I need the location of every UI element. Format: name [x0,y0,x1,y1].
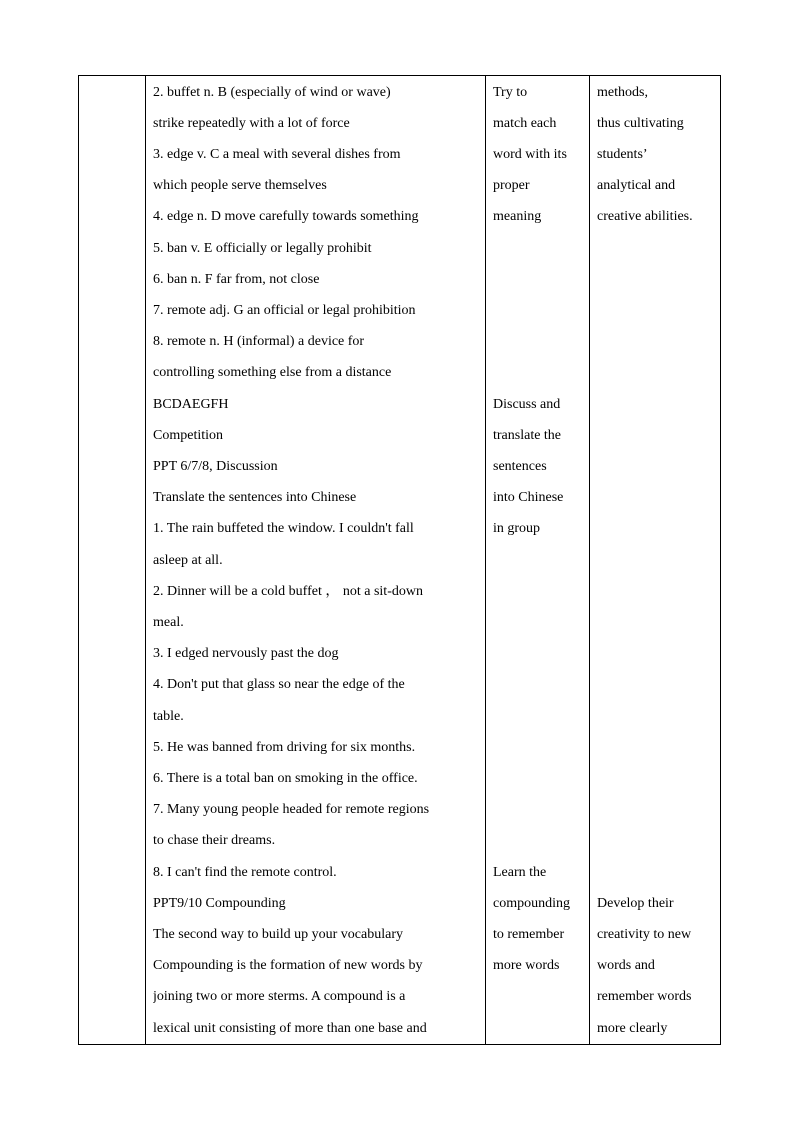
table-row [79,76,721,1045]
method-line: 1. The rain buffeted the window. I couldn't fall [153,521,414,536]
activity-line: in group [493,521,541,536]
activity-line: Try to [493,85,528,100]
method-line: 5. ban v. E officially or legally prohibit [153,241,372,256]
method-line: The second way to build up your vocabulary [153,927,403,942]
method-line: PPT 6/7/8, Discussion [153,459,278,474]
method-line: 7. remote adj. G an official or legal prohibition [153,303,416,318]
answer-key: BCDAEGFH [153,397,229,412]
activity-line: more words [493,958,560,973]
activity-line: into Chinese [493,490,564,505]
method-line: 4. Don't put that glass so near the edge of the [153,677,405,692]
method-line: controlling something else from a distance [153,365,392,380]
activity-line: match each [493,116,557,131]
method-line: 7. Many young people headed for remote regions [153,802,430,817]
purpose-line: words and [597,958,655,973]
purpose-line: more clearly [597,1021,668,1036]
purpose-line: Develop their [597,896,674,911]
purpose-line: analytical and [597,178,676,193]
method-line: 2. buffet n. B (especially of wind or wave) [153,85,391,100]
method-line: 6. There is a total ban on smoking in the office. [153,771,418,786]
method-line: 8. remote n. H (informal) a device for [153,334,365,349]
activity-line: word with its [493,147,567,162]
method-line: 4. edge n. D move carefully towards something [153,209,419,224]
method-line: Competition [153,428,223,443]
method-line: table. [153,709,184,724]
method-line: strike repeatedly with a lot of force [153,116,350,131]
purpose-line: remember words [597,989,692,1004]
method-line: joining two or more sterms. A compound is a [153,989,406,1004]
student-activity-cell [486,76,590,1045]
method-line: Translate the sentences into Chinese [153,490,357,505]
method-line: meal. [153,615,184,630]
method-line: 8. I can't find the remote control. [153,865,337,880]
method-line: asleep at all. [153,553,223,568]
activity-line: Learn the [493,865,547,880]
activity-line: sentences [493,459,547,474]
purpose-line: creative abilities. [597,209,693,224]
activity-line: compounding [493,896,570,911]
method-line: 3. edge v. C a meal with several dishes from [153,147,401,162]
activity-line: Discuss and [493,397,561,412]
activity-line: meaning [493,209,542,224]
activity-line: translate the [493,428,562,443]
purpose-cell [590,76,721,1045]
methods-cell [146,76,486,1045]
purpose-line: thus cultivating [597,116,684,131]
method-line: PPT9/10 Compounding [153,896,286,911]
method-line: 6. ban n. F far from, not close [153,272,320,287]
purpose-line: students’ [597,147,648,162]
activity-line: to remember [493,927,565,942]
method-line: 3. I edged nervously past the dog [153,646,339,661]
step-cell [79,76,146,1045]
purpose-line: creativity to new [597,927,692,942]
method-line: which people serve themselves [153,178,327,193]
purpose-line: methods, [597,85,648,100]
activity-line: proper [493,178,530,193]
lesson-plan-table [78,75,721,1045]
method-line: to chase their dreams. [153,833,276,848]
method-line: 5. He was banned from driving for six months. [153,740,416,755]
method-line: lexical unit consisting of more than one base and [153,1021,427,1036]
method-line: Compounding is the formation of new words by [153,958,423,973]
method-line: 2. Dinner will be a cold buffet ， not a sit-down [153,584,423,599]
